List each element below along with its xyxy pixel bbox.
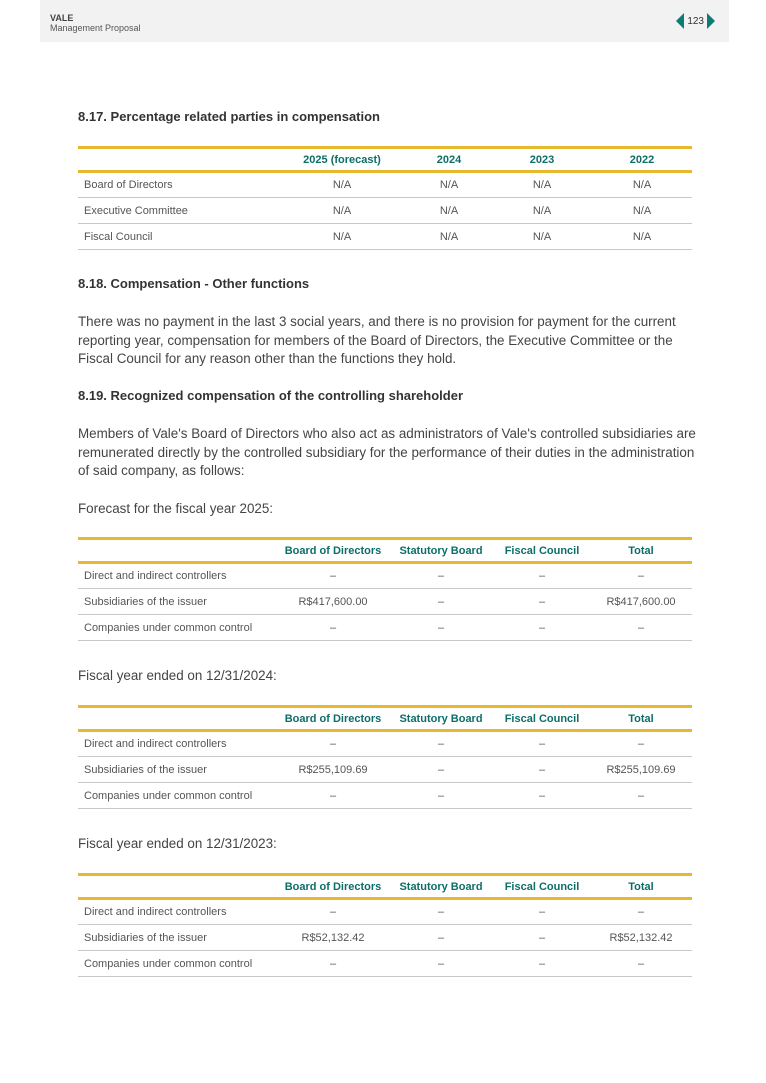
table-cell: – (494, 563, 590, 589)
table-cell: N/A (278, 172, 406, 198)
table-cell: – (388, 899, 494, 925)
row-label: Companies under common control (78, 783, 278, 809)
table-cell: N/A (406, 198, 492, 224)
table-cell: – (278, 899, 388, 925)
related-parties-table (78, 146, 692, 250)
compensation-table-2023 (78, 873, 692, 977)
table-cell: N/A (278, 224, 406, 250)
table-cell: – (494, 589, 590, 615)
table-cell: – (388, 731, 494, 757)
page-header (40, 0, 729, 42)
table-cell: N/A (278, 198, 406, 224)
table-cell: – (494, 925, 590, 951)
table-cell: – (494, 757, 590, 783)
column-header (78, 875, 278, 899)
column-header (78, 707, 278, 731)
table-cell: – (494, 731, 590, 757)
column-header: 2022 (592, 148, 692, 172)
table-cell: R$52,132.42 (590, 925, 692, 951)
column-header: Board of Directors (278, 539, 388, 563)
row-label: Subsidiaries of the issuer (78, 589, 278, 615)
brand: VALE (50, 13, 74, 23)
row-label: Executive Committee (78, 198, 278, 224)
table-cell: R$417,600.00 (590, 589, 692, 615)
previous-page-icon[interactable] (676, 13, 684, 29)
pager (676, 13, 715, 29)
table-row (78, 198, 692, 224)
table-cell: N/A (592, 172, 692, 198)
column-header: Fiscal Council (494, 539, 590, 563)
table-cell: N/A (492, 224, 592, 250)
table-row (78, 172, 692, 198)
table-caption: Forecast for the fiscal year 2025: (78, 501, 274, 516)
table-cell: N/A (592, 198, 692, 224)
column-header: Fiscal Council (494, 875, 590, 899)
table-cell: – (494, 615, 590, 641)
next-page-icon[interactable] (707, 13, 715, 29)
column-header: Total (590, 539, 692, 563)
column-header: Statutory Board (388, 539, 494, 563)
table-cell: – (278, 783, 388, 809)
table-cell: – (388, 925, 494, 951)
column-header: 2024 (406, 148, 492, 172)
table-caption: Fiscal year ended on 12/31/2023: (78, 836, 277, 851)
paragraph: There was no payment in the last 3 social years, and there is no provision for payment for the current reporting year, compensation for members of the Board of Directors, the Executive Committee or the Fiscal Council for any reason other than the functions they hold. (78, 314, 676, 366)
row-label: Direct and indirect controllers (78, 731, 278, 757)
compensation-table-2025 (78, 537, 692, 641)
table-cell: – (388, 783, 494, 809)
table-cell: – (278, 563, 388, 589)
table-cell: – (590, 783, 692, 809)
section-heading: 8.17. Percentage related parties in compensation (78, 109, 381, 124)
table-cell: N/A (592, 224, 692, 250)
column-header: Statutory Board (388, 707, 494, 731)
column-header (78, 539, 278, 563)
row-label: Companies under common control (78, 951, 278, 977)
table-cell: – (590, 951, 692, 977)
column-header: Statutory Board (388, 875, 494, 899)
table-cell: – (590, 731, 692, 757)
column-header: 2025 (forecast) (278, 148, 406, 172)
table-cell: – (278, 951, 388, 977)
table-cell: – (278, 615, 388, 641)
table-caption: Fiscal year ended on 12/31/2024: (78, 668, 277, 683)
table-cell: – (388, 615, 494, 641)
column-header (78, 148, 278, 172)
column-header: Board of Directors (278, 875, 388, 899)
table-cell: – (278, 731, 388, 757)
row-label: Subsidiaries of the issuer (78, 925, 278, 951)
table-cell: N/A (406, 224, 492, 250)
table-row (78, 925, 692, 951)
table-cell: – (590, 615, 692, 641)
table-row (78, 899, 692, 925)
table-cell: – (388, 757, 494, 783)
section-heading: 8.19. Recognized compensation of the controlling shareholder (78, 388, 464, 403)
row-label: Subsidiaries of the issuer (78, 757, 278, 783)
column-header: 2023 (492, 148, 592, 172)
table-cell: – (388, 589, 494, 615)
document-subtitle: Management Proposal (50, 23, 141, 33)
section-heading: 8.18. Compensation - Other functions (78, 276, 310, 291)
table-cell: – (590, 563, 692, 589)
table-cell: – (590, 899, 692, 925)
column-header: Board of Directors (278, 707, 388, 731)
row-label: Companies under common control (78, 615, 278, 641)
table-cell: R$417,600.00 (278, 589, 388, 615)
page-number: 123 (687, 15, 704, 27)
row-label: Direct and indirect controllers (78, 899, 278, 925)
table-row (78, 589, 692, 615)
table-cell: N/A (406, 172, 492, 198)
compensation-table-2024 (78, 705, 692, 809)
table-cell: – (494, 899, 590, 925)
table-row (78, 615, 692, 641)
column-header: Total (590, 875, 692, 899)
column-header: Fiscal Council (494, 707, 590, 731)
table-row (78, 731, 692, 757)
paragraph: Members of Vale's Board of Directors who also act as administrators of Vale's controlled subsidiaries are remunerated directly by the controlled subsidiary for the performance of their duties in the administration of said company, as follows: (78, 426, 696, 478)
table-cell: – (388, 563, 494, 589)
row-label: Board of Directors (78, 172, 278, 198)
table-row (78, 224, 692, 250)
table-cell: R$255,109.69 (590, 757, 692, 783)
table-row (78, 757, 692, 783)
table-row (78, 563, 692, 589)
table-cell: N/A (492, 172, 592, 198)
table-cell: N/A (492, 198, 592, 224)
table-row (78, 783, 692, 809)
table-cell: R$52,132.42 (278, 925, 388, 951)
table-cell: – (388, 951, 494, 977)
row-label: Fiscal Council (78, 224, 278, 250)
row-label: Direct and indirect controllers (78, 563, 278, 589)
table-row (78, 951, 692, 977)
column-header: Total (590, 707, 692, 731)
table-cell: – (494, 783, 590, 809)
table-cell: R$255,109.69 (278, 757, 388, 783)
table-cell: – (494, 951, 590, 977)
